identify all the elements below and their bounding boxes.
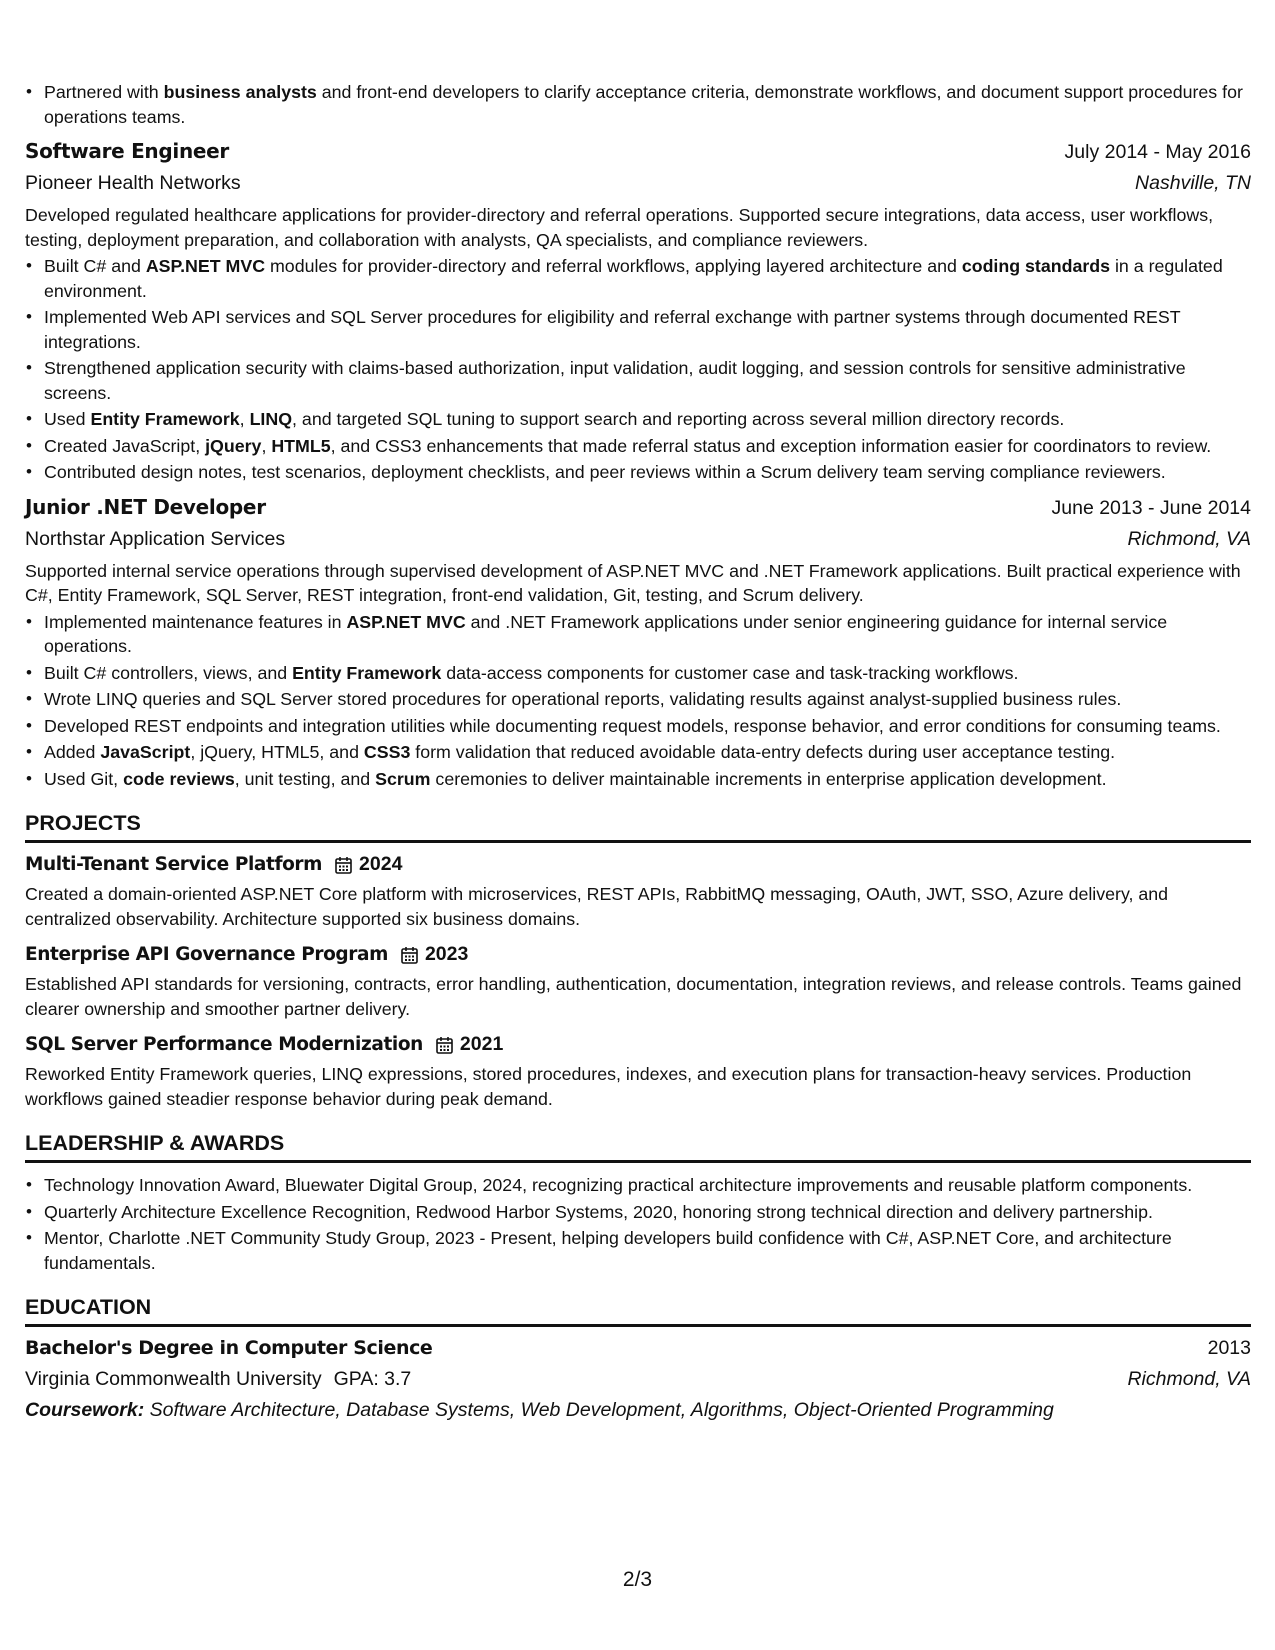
project-entry (25, 1033, 1251, 1111)
bullet-item (44, 460, 1251, 485)
award-item: • Quarterly Architecture Excellence Recognition, Redwood Harbor Systems, 2020, honoring strong technical direction and delivery partnership. (44, 1200, 1251, 1225)
award-item: • Mentor, Charlotte .NET Community Study Group, 2023 - Present, helping developers build confidence with C#, ASP.NET Core, and architecture fundamentals. (44, 1226, 1251, 1275)
bold-keyword: jQuery (205, 435, 262, 456)
bullet-text: Implemented Web API services and SQL Server procedures for eligibility and referral exchange with partner systems through documented REST integrations. (44, 307, 1181, 352)
bullet-text: modules for provider-directory and referral workflows, applying layered architecture and (265, 256, 962, 276)
bullet-text: , unit testing, and (234, 768, 376, 789)
bullet-text: , (239, 409, 250, 429)
company-name: Northstar Application Services (25, 527, 286, 550)
bullet-text: , (261, 435, 272, 456)
project-year: 2024 (359, 853, 403, 875)
job-location: Richmond, VA (1127, 527, 1251, 550)
bold-keyword: CSS3 (363, 742, 411, 762)
bullet-item (44, 740, 1251, 765)
bullet-text: ceremonies to deliver maintainable increments in enterprise application development. (430, 768, 1107, 789)
bullet-text: Used (44, 409, 91, 429)
project-year: 2021 (459, 1033, 504, 1055)
bullet-item (44, 80, 1251, 129)
bullet-text: data-access components for customer case and task-tracking workflows. (441, 662, 1019, 683)
projects-heading: PROJECTS (25, 811, 1251, 843)
bold-keyword: ASP.NET MVC (145, 256, 266, 276)
bullet-text: Partnered with (44, 82, 164, 102)
bullet-text: Used Git, (44, 768, 124, 789)
project-description: Established API standards for versioning, contracts, error handling, authentication, documentation, integration reviews, and release controls. Teams gained clearer ownership and smoother partner delivery. (25, 974, 1242, 1019)
bullet-item (44, 610, 1251, 659)
bullet-text: Built C# controllers, views, and (44, 662, 293, 683)
education-entry (25, 1337, 1251, 1422)
page-number: 2/3 (622, 1568, 653, 1591)
project-description: Reworked Entity Framework queries, LINQ expressions, stored procedures, indexes, and execution plans for transaction-heavy services. Production workflows gained steadier response behavior during peak demand. (25, 1064, 1192, 1109)
bullet-text: and .NET Framework applications under senior engineering guidance for internal service operations. (44, 611, 1168, 656)
bullet-text: Strengthened application security with claims-based authorization, input validation, audit logging, and session controls for sensitive administrative screens. (44, 358, 1186, 403)
bullet-item (44, 687, 1251, 712)
bullet-text: , jQuery, HTML5, and (190, 742, 364, 762)
bold-keyword: Entity Framework (292, 662, 442, 683)
leadership-heading: LEADERSHIP & AWARDS (25, 1131, 1251, 1163)
bold-keyword: code reviews (123, 768, 235, 789)
bold-keyword: Entity Framework (90, 409, 240, 429)
award-item: • Technology Innovation Award, Bluewater Digital Group, 2024, recognizing practical architecture improvements and reusable platform components. (44, 1173, 1251, 1198)
calendar-icon (401, 946, 418, 964)
bullet-text: Wrote LINQ queries and SQL Server stored procedures for operational reports, validating results against analyst-supplied business rules. (44, 689, 1122, 709)
bullet-text: Developed REST endpoints and integration utilities while documenting request models, response behavior, and error conditions for consuming teams. (44, 715, 1221, 736)
bold-keyword: business analysts (163, 82, 317, 102)
job-bullets (25, 254, 1251, 485)
job-title: Software Engineer (25, 139, 229, 163)
degree-name: Bachelor's Degree in Computer Science (25, 1337, 433, 1359)
project-name: Multi-Tenant Service Platform (25, 854, 323, 875)
bold-keyword: LINQ (249, 409, 293, 429)
bold-keyword: coding standards (961, 256, 1111, 276)
job-dates: July 2014 - May 2016 (1064, 141, 1251, 163)
job-title: Junior .NET Developer (25, 494, 266, 519)
bullet-text: in a regulated environment. (44, 256, 1223, 301)
leadership-bullets (25, 1173, 1251, 1275)
calendar-icon (436, 1036, 453, 1054)
bullet-text: , and targeted SQL tuning to support search and reporting across several million directory records. (292, 409, 1065, 429)
project-name: SQL Server Performance Modernization (25, 1034, 423, 1055)
coursework-line (25, 1399, 1251, 1422)
bullet-item (44, 305, 1251, 354)
project-name: Enterprise API Governance Program (25, 944, 388, 965)
coursework-label: Coursework: (25, 1399, 145, 1421)
resume-page (25, 0, 1251, 1422)
bullet-text: form validation that reduced avoidable data-entry defects during user acceptance testing. (410, 742, 1116, 762)
project-description: Created a domain-oriented ASP.NET Core platform with microservices, REST APIs, RabbitMQ messaging, OAuth, JWT, SSO, Azure delivery, and centralized observability. Architecture supported six business domains. (25, 884, 1169, 929)
bullet-item (44, 434, 1251, 459)
bullet-item (44, 767, 1251, 792)
bullet-item (44, 356, 1251, 405)
school-name: Virginia Commonwealth University (25, 1368, 322, 1390)
bullet-item (44, 661, 1251, 686)
bullet-text: Implemented maintenance features in (44, 611, 347, 632)
job-summary: Developed regulated healthcare applications for provider-directory and referral operations. Supported secure integrations, data access, user workflows, testing, deployment preparation, and collaboration with analysts, QA specialists, and compliance reviewers. (25, 205, 1214, 250)
coursework-list: Software Architecture, Database Systems, Web Development, Algorithms, Object-Oriented Programming (149, 1399, 1054, 1421)
bold-keyword: JavaScript (100, 742, 191, 762)
gpa-value: GPA: 3.7 (333, 1368, 412, 1390)
bullet-item (44, 407, 1251, 432)
school-location: Richmond, VA (1127, 1368, 1251, 1390)
graduation-year: 2013 (1207, 1337, 1251, 1359)
previous-role-bullets (25, 80, 1251, 129)
bullet-item (44, 714, 1251, 739)
bullet-text: , and CSS3 enhancements that made referral status and exception information easier for coordinators to review. (330, 435, 1212, 456)
calendar-icon (335, 856, 352, 874)
job-summary: Supported internal service operations through supervised development of ASP.NET MVC and .NET Framework applications. Built practical experience with C#, Entity Framework, SQL Server, REST integration, front-end validation, Git, testing, and Scrum delivery. (25, 560, 1241, 605)
job-entry-junior-developer (25, 495, 1251, 792)
project-entry (25, 853, 1251, 931)
job-entry-software-engineer (25, 139, 1251, 485)
bold-keyword: HTML5 (271, 435, 331, 456)
project-year: 2023 (424, 943, 469, 965)
bold-keyword: Scrum (375, 768, 431, 789)
job-location: Nashville, TN (1135, 172, 1251, 194)
job-bullets (25, 610, 1251, 792)
bullet-text: Added (44, 742, 101, 762)
education-heading: EDUCATION (25, 1295, 1251, 1327)
bullet-text: Built C# and (44, 256, 146, 276)
bold-keyword: ASP.NET MVC (346, 611, 466, 632)
job-dates: June 2013 - June 2014 (1051, 496, 1251, 519)
bullet-text: Created JavaScript, (44, 435, 206, 456)
bullet-text: and front-end developers to clarify acceptance criteria, demonstrate workflows, and document support procedures for operations teams. (44, 82, 1243, 127)
project-entry (25, 943, 1251, 1021)
company-name: Pioneer Health Networks (25, 172, 241, 194)
bullet-text: Contributed design notes, test scenarios, deployment checklists, and peer reviews within a Scrum delivery team serving compliance reviewers. (44, 462, 1166, 482)
bullet-item (44, 254, 1251, 303)
